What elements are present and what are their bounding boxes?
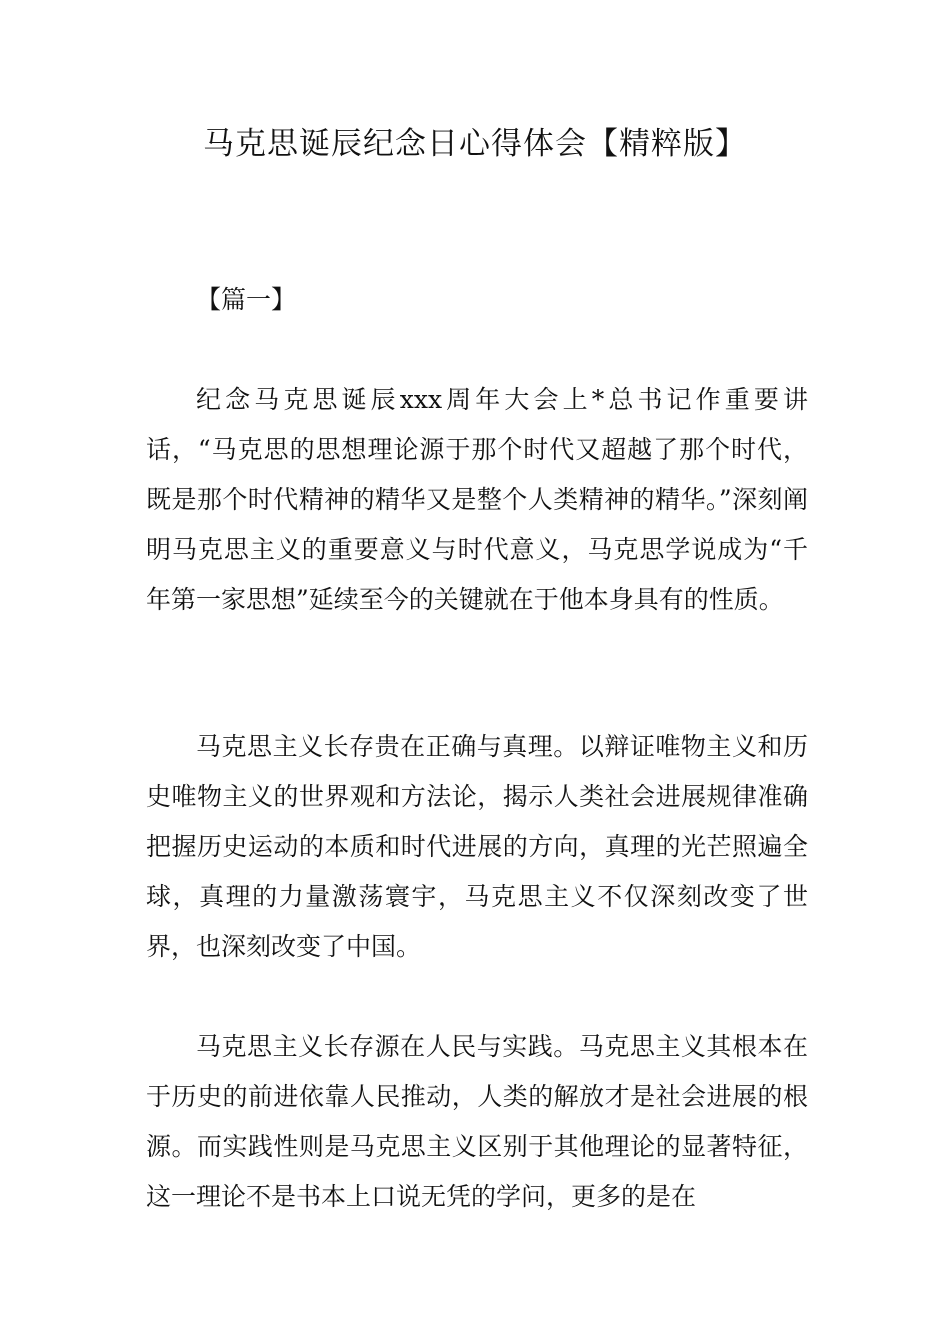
paragraph-1: 纪念马克思诞辰xxx周年大会上*总书记作重要讲话，“马克思的思想理论源于那个时代又超越了那个时代，既是那个时代精神的精华又是整个人类精神的精华。”深刻阐明马克思主义的重要意义与时代意义，马克思学说成为“千年第一家思想”延续至今的关键就在于他本身具有的性质。 bbox=[146, 385, 808, 614]
section-heading: 【篇一】 bbox=[196, 285, 297, 314]
document-title: 马克思诞辰纪念日心得体会【精粹版】 bbox=[203, 126, 747, 162]
paragraph-3: 马克思主义长存源在人民与实践。马克思主义其根本在于历史的前进依靠人民推动，人类的解放才是社会进展的根源。而实践性则是马克思主义区别于其他理论的显著特征，这一理论不是书本上口说无凭的学问，更多的是在 bbox=[146, 1032, 808, 1211]
paragraph-2: 马克思主义长存贵在正确与真理。以辩证唯物主义和历史唯物主义的世界观和方法论，揭示人类社会进展规律准确把握历史运动的本质和时代进展的方向，真理的光芒照遍全球，真理的力量激荡寰宇，马克思主义不仅深刻改变了世界，也深刻改变了中国。 bbox=[146, 732, 808, 961]
